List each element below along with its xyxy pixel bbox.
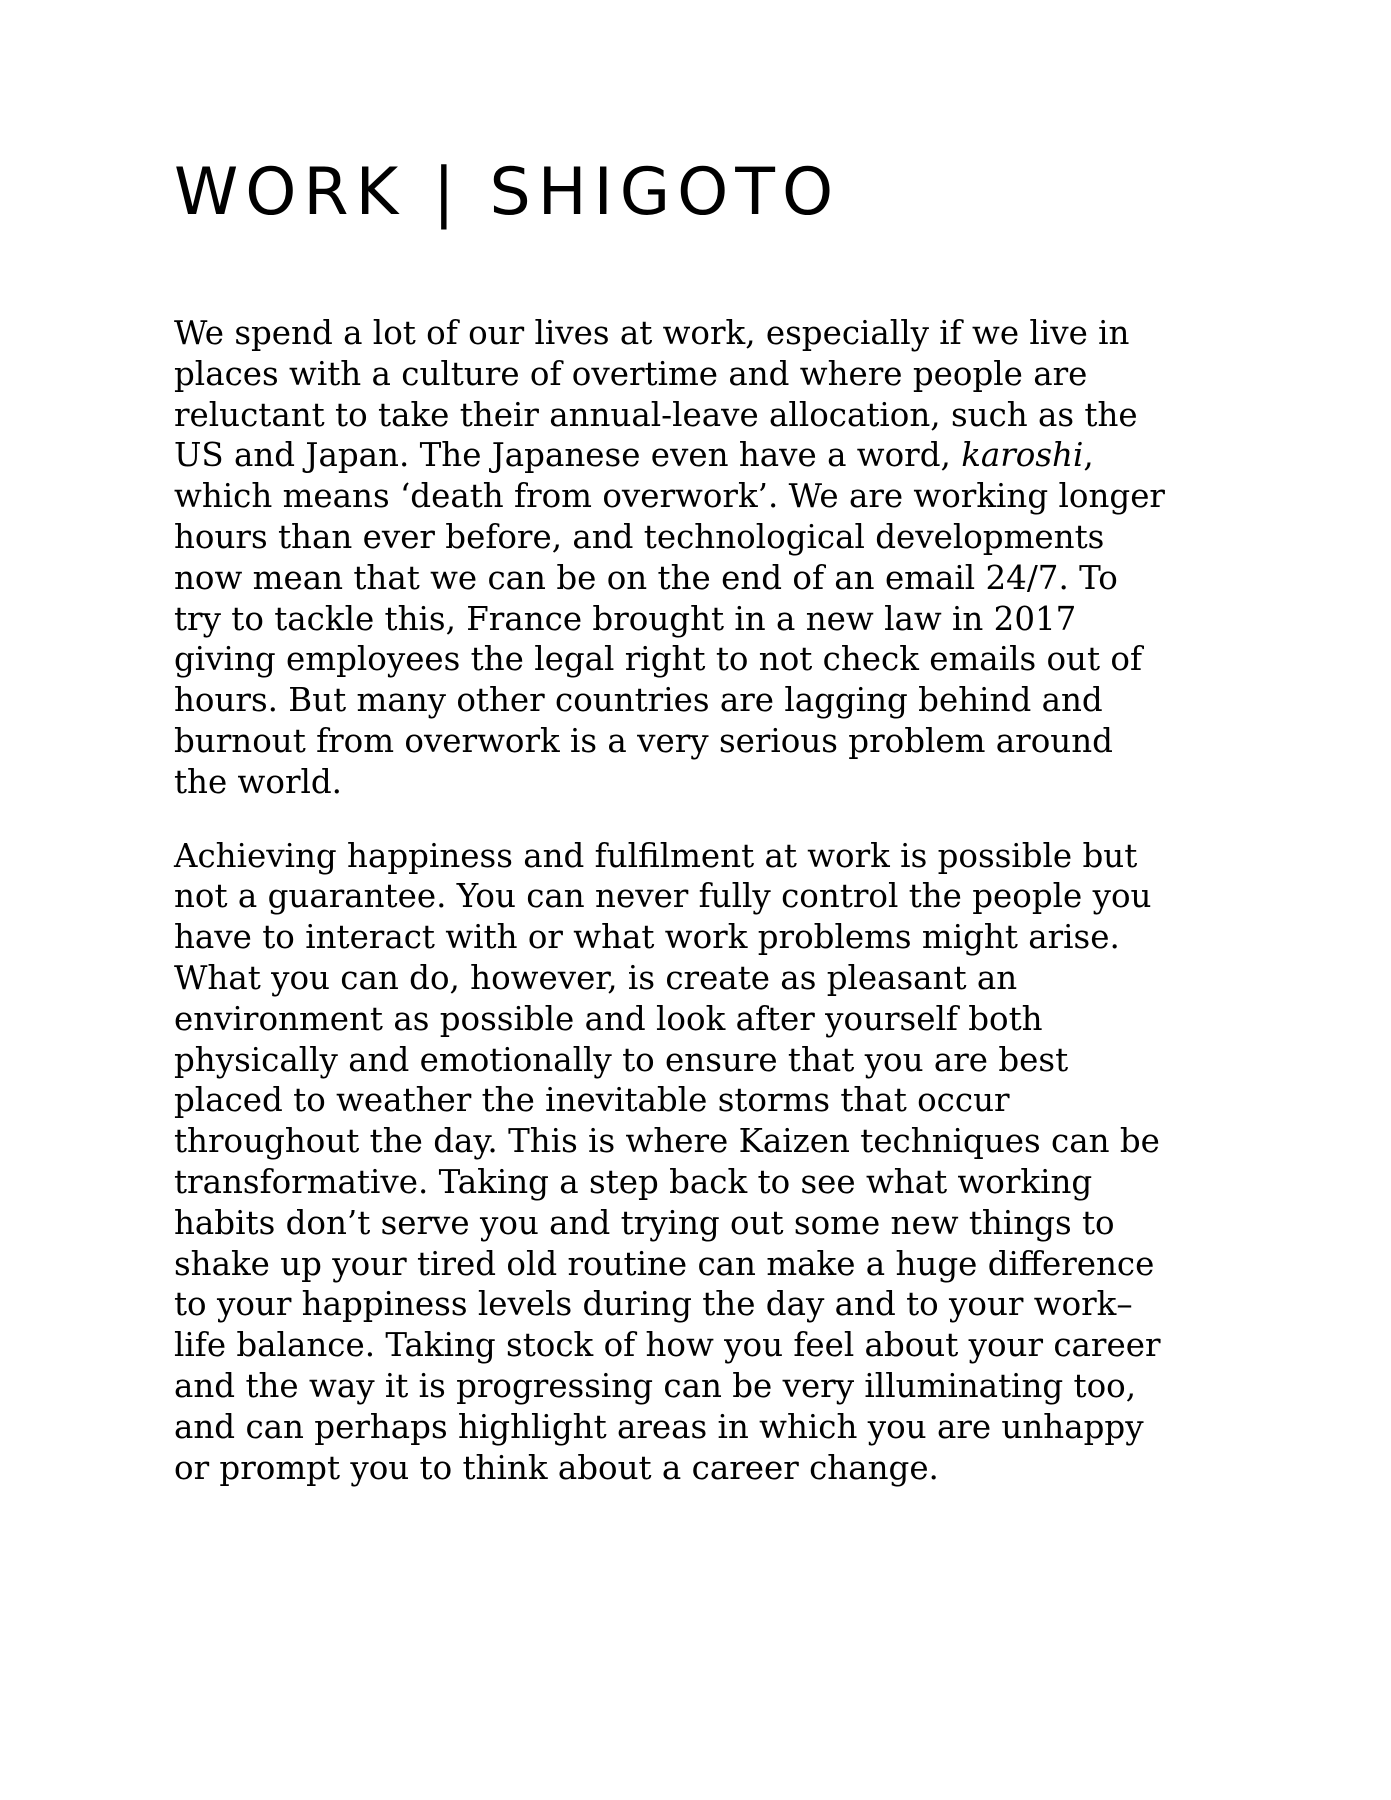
text-line: environment as possible and look after yourself both [174,999,1043,1038]
text-segment: , [1083,436,1094,475]
text-line: now mean that we can be on the end of an email 24/7. To [174,558,1118,597]
italic-term: karoshi [961,436,1084,475]
text-line: habits don’t serve you and trying out some new things to [174,1203,1115,1242]
text-line: physically and emotionally to ensure that you are best [174,1040,1069,1079]
text-line: giving employees the legal right to not check emails out of [174,640,1142,679]
text-line: or prompt you to think about a career change. [174,1448,939,1487]
text-line: to your happiness levels during the day and to your work– [174,1285,1133,1324]
paragraph-1 [174,313,1234,803]
text-line: We spend a lot of our lives at work, especially if we live in [174,314,1130,352]
text-line: not a guarantee. You can never fully control the people you [174,877,1152,916]
text-line: which means ‘death from overwork’. We are working longer [174,477,1165,516]
text-segment: US and Japan. The Japanese even have a word, [174,436,962,475]
text-line: try to tackle this, France brought in a new law in 2017 [174,599,1077,638]
text-line: transformative. Taking a step back to see what working [174,1162,1093,1201]
text-line: the world. [174,762,343,801]
text-line: What you can do, however, is create as pleasant an [174,958,1018,997]
text-line: Achieving happiness and fulfilment at work is possible but [174,836,1138,875]
text-line: have to interact with or what work problems might arise. [174,918,1120,957]
text-line [174,435,1234,476]
page-title: WORK | SHIGOTO [174,155,841,230]
text-line: hours. But many other countries are lagging behind and [174,681,1103,720]
text-line: shake up your tired old routine can make a huge difference [174,1244,1155,1283]
text-line: and the way it is progressing can be very illuminating too, [174,1366,1137,1405]
text-line: throughout the day. This is where Kaizen techniques can be [174,1122,1160,1161]
body-text [174,313,1234,1521]
text-line: reluctant to take their annual-leave allocation, such as the [174,395,1138,434]
paragraph-2 [174,836,1234,1489]
text-line: life balance. Taking stock of how you feel about your career [174,1326,1161,1365]
text-line: hours than ever before, and technological developments [174,517,1105,556]
text-line: and can perhaps highlight areas in which you are unhappy [174,1407,1144,1446]
text-line: placed to weather the inevitable storms that occur [174,1081,1010,1120]
text-line: burnout from overwork is a very serious problem around [174,721,1113,760]
text-line: places with a culture of overtime and where people are [174,354,1088,393]
